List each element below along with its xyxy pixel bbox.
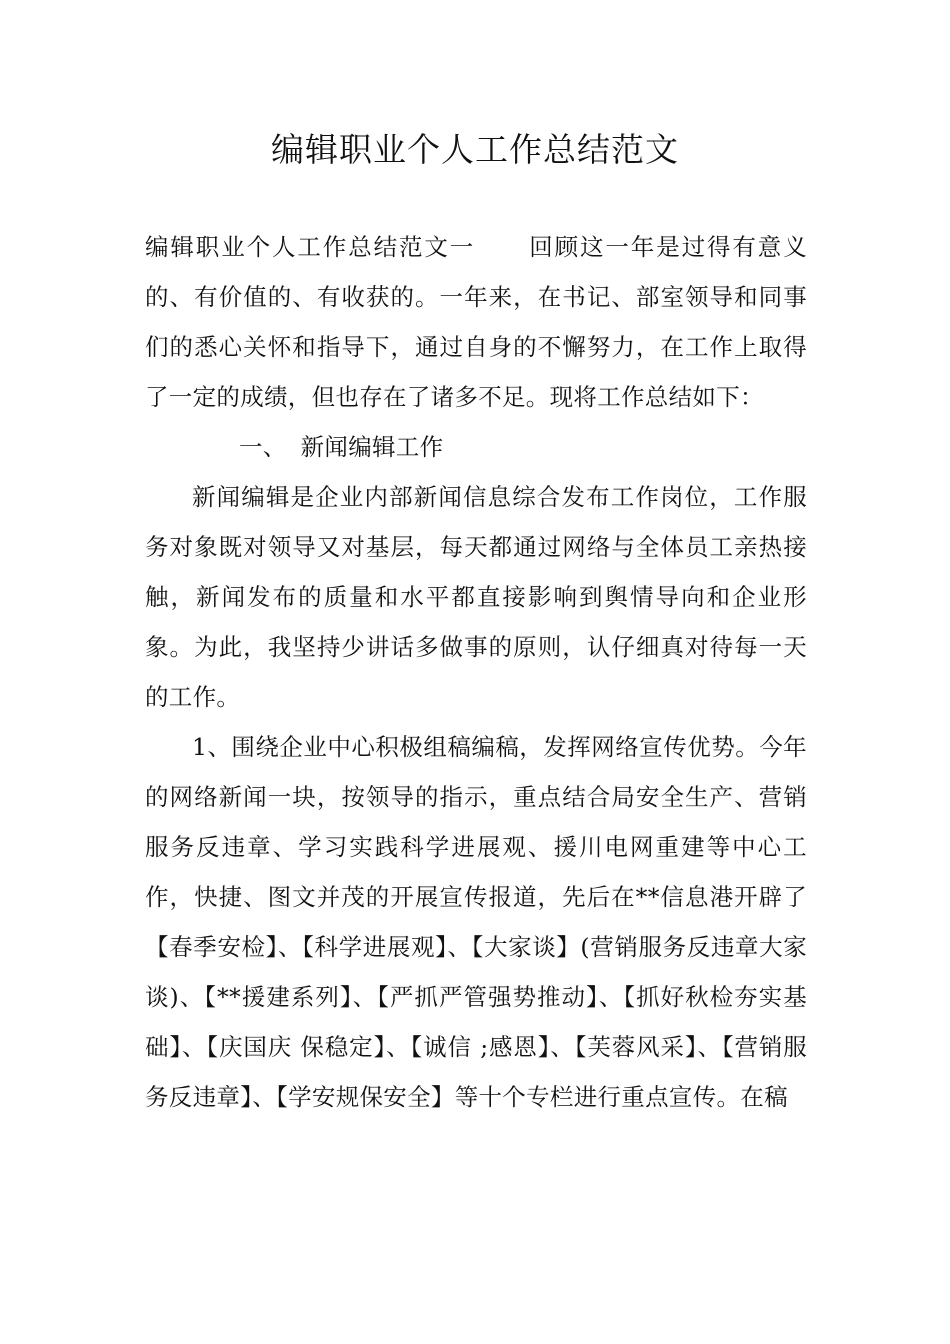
intro-lead: 编辑职业个人工作总结范文一 <box>145 233 476 261</box>
section-number: 一、 <box>239 433 287 461</box>
section-heading <box>145 422 807 472</box>
paragraph-news-editing: 新闻编辑是企业内部新闻信息综合发布工作岗位，工作服务对象既对领导又对基层，每天都通过网络与全体员工亲热接触，新闻发布的质量和水平都直接影响到舆情导向和企业形象。为此，我坚持少讲话多做事的原则，认仔细真对待每一天的工作。 <box>145 483 807 711</box>
paragraph-item-1: 1、围绕企业中心积极组稿编稿，发挥网络宣传优势。今年的网络新闻一块，按领导的指示，重点结合局安全生产、营销服务反违章、学习实践科学进展观、援川电网重建等中心工作，快捷、图文并茂的开展宣传报道，先后在**信息港开辟了【春季安检】、【科学进展观】、【大家谈】(营销服务反违章大家谈)、【**援建系列】、【严抓严管强势推动】、【抓好秋检夯实基础】、【庆国庆 保稳定】、【诚信 ;感恩】、【芙蓉风采】、【营销服务反违章】、【学安规保安全】等十个专栏进行重点宣传。在稿 <box>145 733 807 1111</box>
document-title: 编辑职业个人工作总结范文 <box>271 130 679 169</box>
intro-paragraph <box>145 222 807 422</box>
intro-text: 回顾这一年是过得有意义的、有价值的、有收获的。一年来，在书记、部室领导和同事们的悉心关怀和指导下，通过自身的不懈努力，在工作上取得了一定的成绩，但也存在了诸多不足。现将工作总结如下： <box>145 233 807 411</box>
document-body <box>145 222 807 1122</box>
section-title: 新闻编辑工作 <box>300 433 444 461</box>
